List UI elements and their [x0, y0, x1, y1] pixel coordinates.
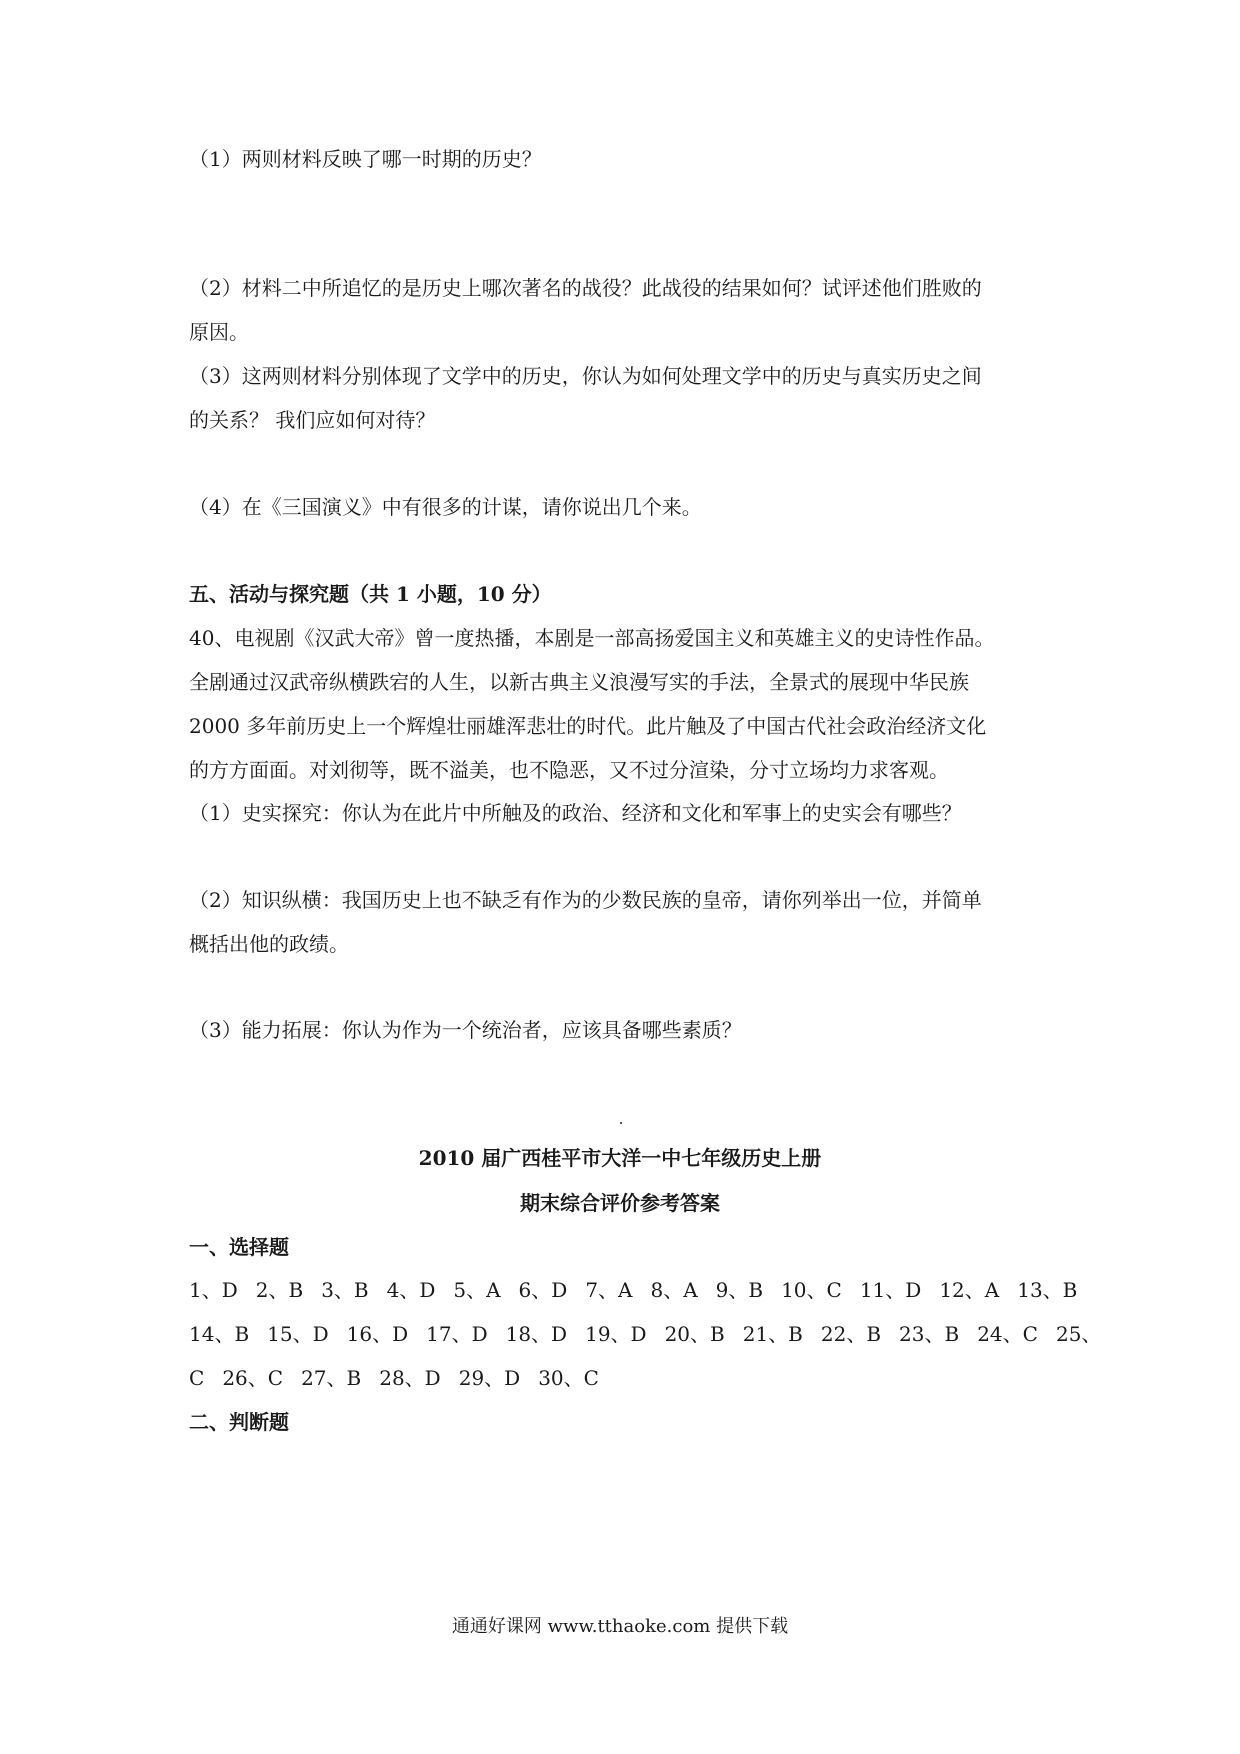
answer-item: 7、A — [585, 1278, 633, 1302]
answer-item: 21、B — [742, 1322, 803, 1346]
answer-item: 25、 — [1055, 1322, 1102, 1346]
answer-item: 12、A — [939, 1278, 1000, 1302]
answer-section-1-heading: 一、选择题 — [189, 1235, 289, 1259]
answer-key-subtitle: 期末综合评价参考答案 — [520, 1191, 720, 1215]
answer-item: 29、D — [458, 1366, 521, 1390]
answer-item: 11、D — [859, 1278, 922, 1302]
answer-item: 23、B — [899, 1322, 960, 1346]
question-40-line1: 40、电视剧《汉武大帝》曾一度热播，本剧是一部高扬爱国主义和英雄主义的史诗性作品。 — [189, 626, 995, 650]
answer-item: 19、D — [585, 1322, 647, 1346]
question-4-3-line1: （3）这两则材料分别体现了文学中的历史，你认为如何处理文学中的历史与真实历史之间 — [189, 364, 982, 388]
answer-item: 26、C — [222, 1366, 284, 1390]
question-4-2-line2: 原因。 — [189, 320, 249, 344]
scan-speck — [620, 1122, 622, 1124]
answer-item: 14、B — [189, 1322, 250, 1346]
answer-item: C — [189, 1366, 205, 1390]
answer-item: 30、C — [538, 1366, 599, 1390]
answer-key-title: 2010 届广西桂平市大洋一中七年级历史上册 — [418, 1146, 822, 1170]
question-40-sub1: （1）史实探究：你认为在此片中所触及的政治、经济和文化和军事上的史实会有哪些？ — [189, 801, 962, 825]
question-40-line4: 的方方面面。对刘彻等，既不溢美，也不隐恶，又不过分渲染，分寸立场均力求客观。 — [189, 758, 949, 782]
question-4-4: （4）在《三国演义》中有很多的计谋，请你说出几个来。 — [189, 495, 702, 519]
question-4-2-line1: （2）材料二中所追忆的是历史上哪次著名的战役？此战役的结果如何？试评述他们胜败的 — [189, 276, 982, 300]
answer-item: 28、D — [379, 1366, 441, 1390]
question-4-1: （1）两则材料反映了哪一时期的历史？ — [189, 147, 542, 171]
footer-credit: 通通好课网 www.tthaoke.com 提供下载 — [451, 1616, 789, 1637]
answer-item: 9、B — [715, 1278, 764, 1302]
question-40-sub2-line1: （2）知识纵横：我国历史上也不缺乏有作为的少数民族的皇帝，请你列举出一位，并简单 — [189, 888, 982, 912]
answer-item: 6、D — [518, 1278, 568, 1302]
answer-item: 15、D — [267, 1322, 329, 1346]
question-40-sub3: （3）能力拓展：你认为作为一个统治者，应该具备哪些素质？ — [189, 1018, 742, 1042]
answer-item: 22、B — [820, 1322, 882, 1346]
section-5-heading: 五、活动与探究题（共 1 小题，10 分） — [189, 582, 552, 606]
answer-item: 17、D — [426, 1322, 488, 1346]
answer-item: 8、A — [650, 1278, 698, 1302]
question-4-3-line2: 的关系？ 我们应如何对待？ — [189, 408, 436, 432]
answer-item: 2、B — [255, 1278, 304, 1302]
answer-item: 4、D — [386, 1278, 436, 1302]
answer-item: 27、B — [301, 1366, 362, 1390]
answer-section-2-heading: 二、判断题 — [189, 1410, 289, 1434]
answer-item: 20、B — [664, 1322, 725, 1346]
answer-row-3 — [189, 1364, 617, 1392]
answer-item: 1、D — [189, 1278, 238, 1302]
answer-item: 5、A — [453, 1278, 501, 1302]
answer-item: 18、D — [505, 1322, 568, 1346]
answer-item: 13、B — [1017, 1278, 1078, 1302]
answer-item: 24、C — [977, 1322, 1038, 1346]
answer-item: 16、D — [346, 1322, 409, 1346]
question-40-line3: 2000 多年前历史上一个辉煌壮丽雄浑悲壮的时代。此片触及了中国古代社会政治经济文化 — [189, 714, 987, 738]
answer-item: 3、B — [321, 1278, 369, 1302]
question-40-line2: 全剧通过汉武帝纵横跌宕的人生，以新古典主义浪漫写实的手法，全景式的展现中华民族 — [189, 670, 969, 694]
answer-row-2 — [189, 1320, 1119, 1348]
question-40-sub2-line2: 概括出他的政绩。 — [189, 932, 349, 956]
answer-item: 10、C — [781, 1278, 842, 1302]
answer-row-1 — [189, 1276, 1095, 1304]
